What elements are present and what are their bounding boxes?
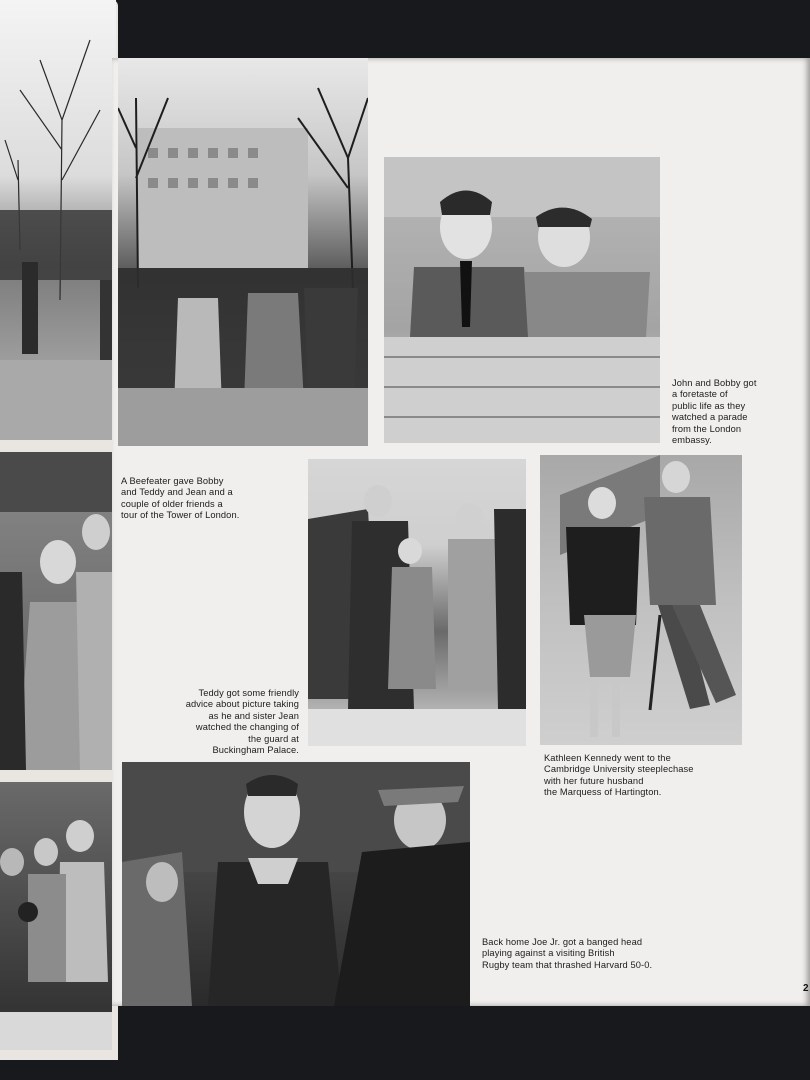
caption-kathleen-kennedy: Kathleen Kennedy went to the Cambridge University steeplechase with her future husband the Marquess of Hartington. [544, 753, 694, 798]
photo-john-and-bobby [384, 157, 660, 443]
caption-teddy-picture-advice: Teddy got some friendly advice about picture taking as he and sister Jean watched the changing of the guard at Buckingham Palace. [185, 688, 299, 756]
photo-left-women-crowd [0, 452, 112, 770]
caption-beefeater-tour: A Beefeater gave Bobby and Teddy and Jean and a couple of older friends a tour of the Tower of London. [121, 476, 240, 521]
photo-kathleen-steeplechase [540, 455, 742, 745]
photo-joe-jr-rugby [122, 762, 470, 1006]
photo-left-children [0, 782, 112, 1050]
photo-park-crowd [118, 58, 368, 446]
photo-teddy-buckingham [308, 459, 526, 746]
caption-joe-jr-rugby: Back home Joe Jr. got a banged head playing against a visiting British Rugby team that thrashed Harvard 50-0. [482, 937, 653, 970]
photo-left-park-crowd [0, 0, 116, 440]
caption-john-and-bobby: John and Bobby got a foretaste of public life as they watched a parade from the London embassy. [672, 378, 757, 446]
page-number: 2 [803, 983, 809, 994]
